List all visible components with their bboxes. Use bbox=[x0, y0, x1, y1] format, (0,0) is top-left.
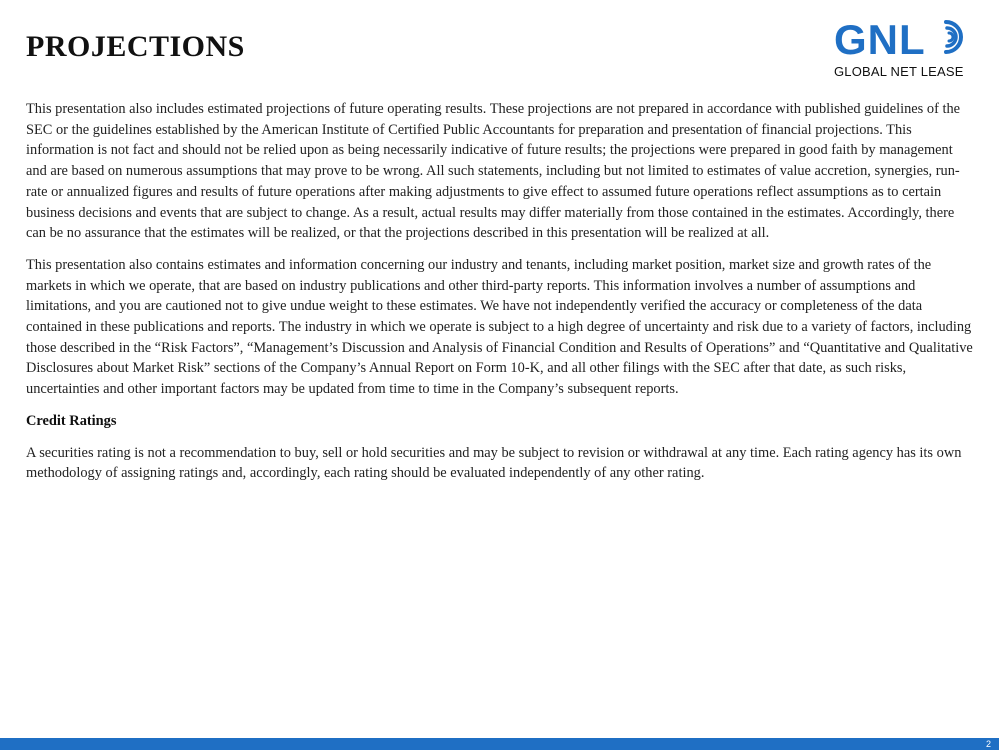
credit-ratings-heading: Credit Ratings bbox=[26, 412, 117, 429]
credit-ratings-paragraph: A securities rating is not a recommendation to buy, sell or hold securities and may be subject to revision or withdrawal at any time. Each rating agency has its own methodology of assigning ratings and, accordingly, each rating should be evaluated independently of any other rating. bbox=[26, 444, 962, 482]
industry-estimates-paragraph: This presentation also contains estimates and information concerning our industry and tenants, including market position, market size and growth rates of the markets in which we operate, that are based on industry publications and other third-party reports. This information involves a number of assumptions and limitations, and you are cautioned not to give undue weight to these estimates. We have not independently verified the accuracy or completeness of the data contained in these publications and reports. The industry in which we operate is subject to a high degree of uncertainty and risk due to a variety of factors, including those described in the “Risk Factors”, “Management’s Discussion and Analysis of Financial Condition and Results of Operations” and “Quantitative and Qualitative Disclosures about Market Risk” sections of the Company’s Annual Report on Form 10-K, and all other filings with the SEC after that date, as such risks, uncertainties and other important factors may be updated from time to time in the Company’s subsequent reports. bbox=[26, 256, 973, 398]
logo-subtitle: GLOBAL NET LEASE bbox=[834, 64, 964, 79]
page-title: PROJECTIONS bbox=[26, 30, 245, 63]
footer-bar bbox=[0, 738, 999, 750]
projections-paragraph: This presentation also includes estimated projections of future operating results. These projections are not prepared in accordance with published guidelines of the SEC or the guidelines established by the American Institute of Certified Public Accountants for preparation and presentation of financial projections. This information is not fact and should not be relied upon as being necessarily indicative of future results; the projections were prepared in good faith by management and are based on numerous assumptions that may prove to be wrong. All such statements, including but not limited to estimates of value accretion, synergies, run-rate or annualized figures and results of future operations after making adjustments to give effect to assumed future operations reflect assumptions as to certain business decisions and events that are subject to change. As a result, actual results may differ materially from those contained in the estimates. Accordingly, there can be no assurance that the estimates will be realized, or that the projections described in this presentation will be realized at all. bbox=[26, 101, 961, 242]
swirl-logo-icon bbox=[932, 16, 974, 58]
disclaimer-body bbox=[26, 99, 974, 495]
company-logo bbox=[832, 14, 982, 84]
page-number: 2 bbox=[985, 739, 991, 749]
logo-wordmark: GNL bbox=[834, 16, 926, 63]
